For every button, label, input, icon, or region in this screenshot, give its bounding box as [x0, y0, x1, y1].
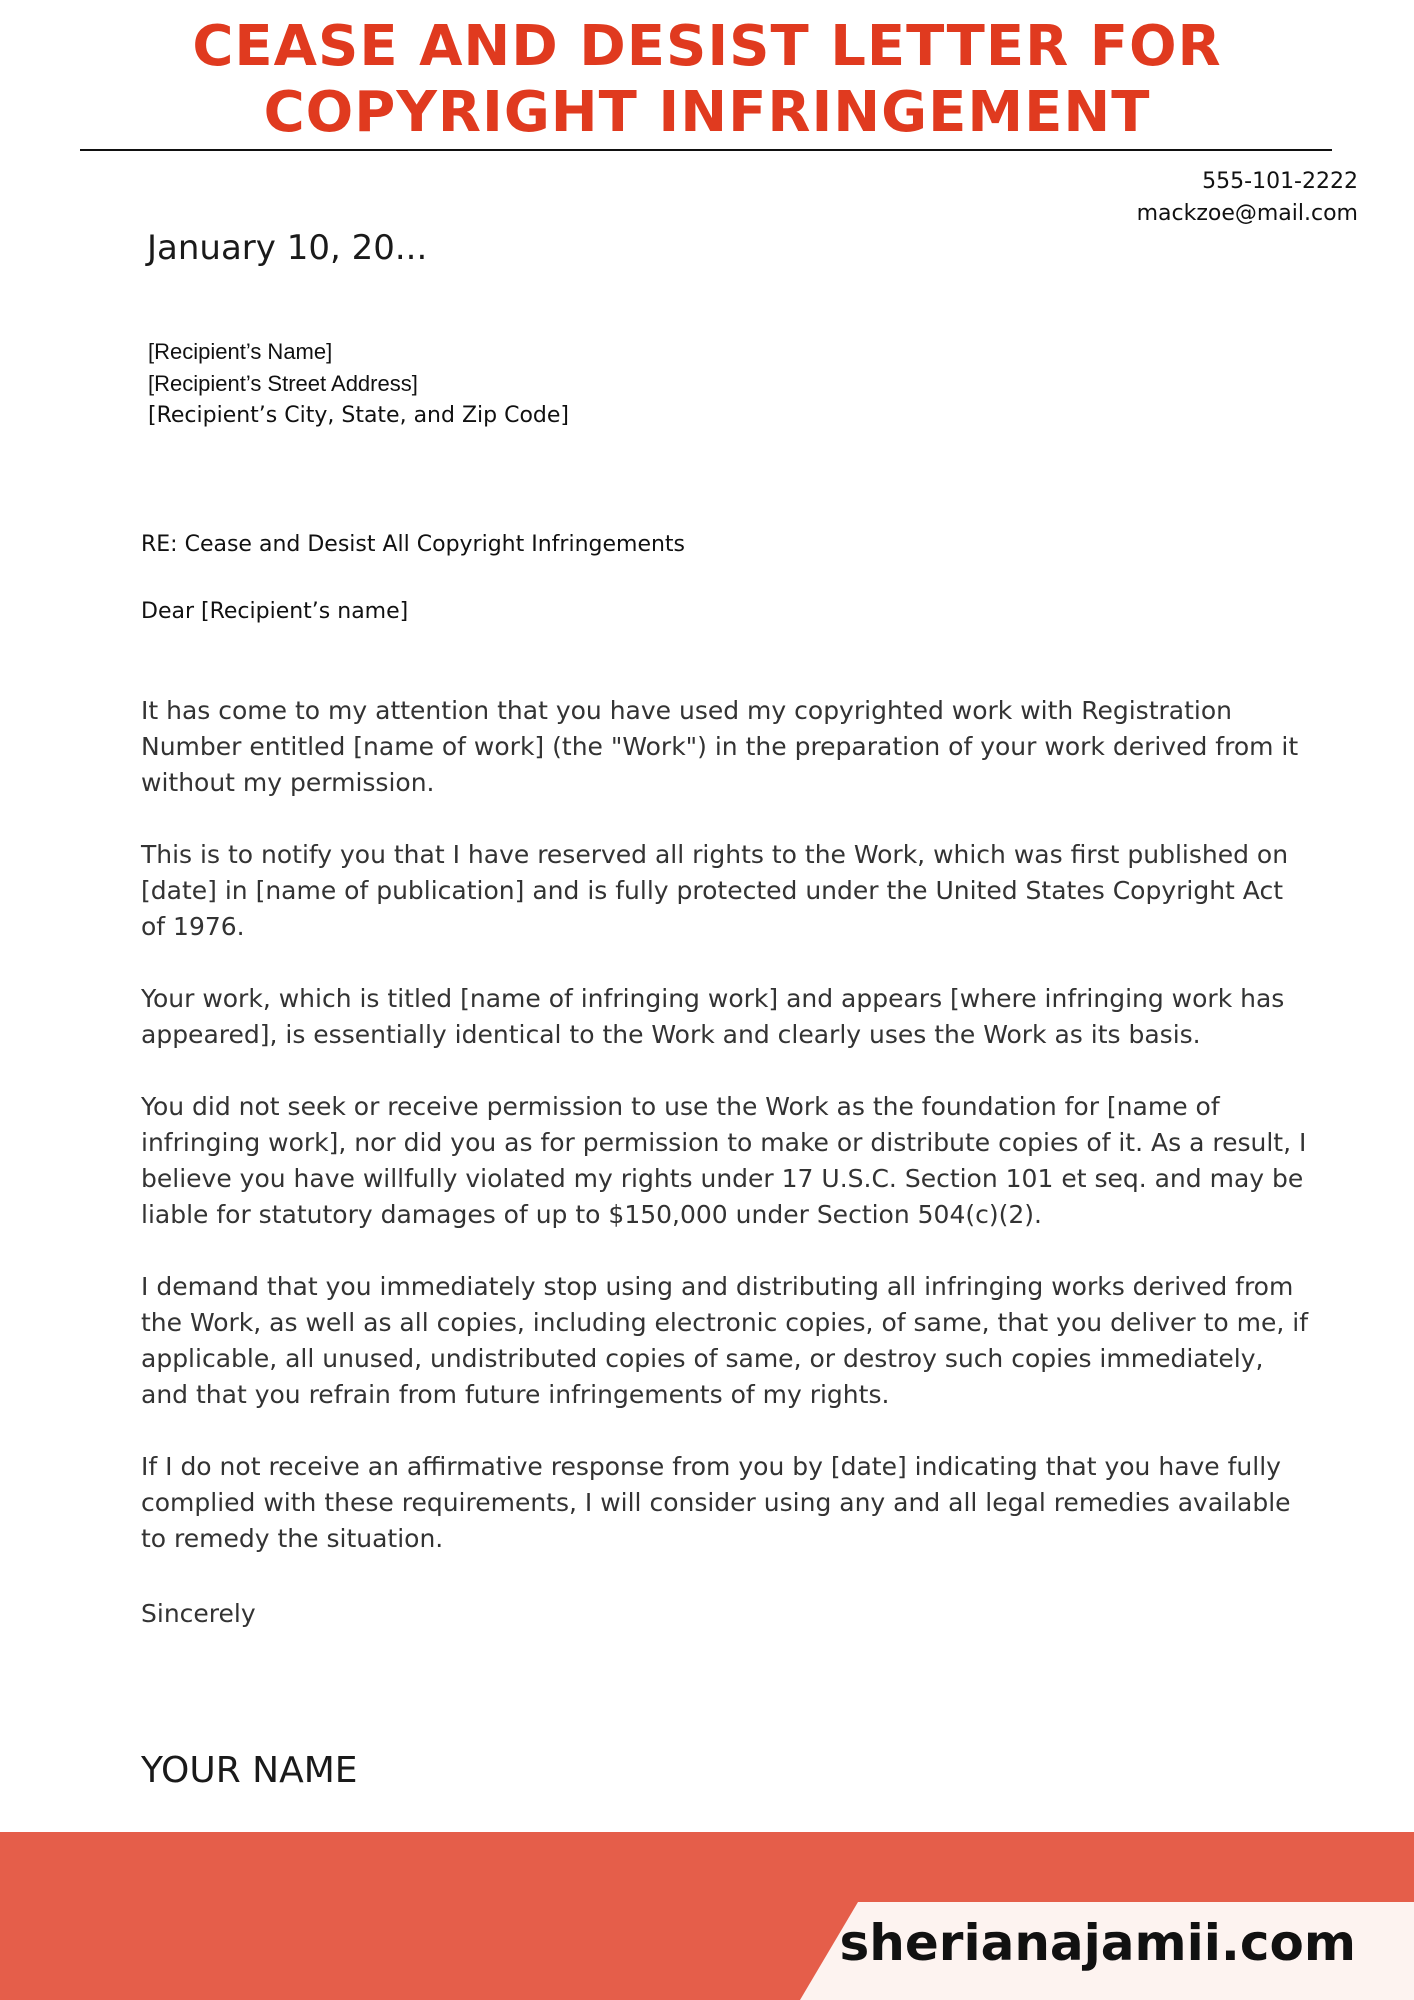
footer-website: sherianajamii.com [839, 1914, 1356, 1972]
subject-line: RE: Cease and Desist All Copyright Infringements [141, 532, 686, 557]
body-paragraph [141, 1089, 1371, 1233]
paragraph-line: applicable, all unused, undistributed copies of same, or destroy such copies immediately, [141, 1344, 1264, 1373]
paragraph-line: without my permission. [141, 768, 435, 797]
paragraph-line: You did not seek or receive permission to use the Work as the foundation for [name of [141, 1092, 1220, 1121]
title-line-2: COPYRIGHT INFRINGEMENT [263, 80, 1151, 145]
signature-name: YOUR NAME [141, 1750, 358, 1791]
body-paragraph [141, 837, 1371, 945]
body-paragraph [141, 1269, 1371, 1413]
paragraph-line: to remedy the situation. [141, 1524, 444, 1553]
paragraph-line: [date] in [name of publication] and is fully protected under the United States Copyright Act [141, 876, 1284, 905]
recipient-name: [Recipient’s Name] [148, 339, 333, 364]
body-paragraph [141, 981, 1371, 1053]
recipient-city: [Recipient’s City, State, and Zip Code] [148, 403, 570, 428]
paragraph-line: infringing work], nor did you as for permission to make or distribute copies of it. As a result, I [141, 1128, 1307, 1157]
recipient-block [148, 336, 569, 432]
page-title [0, 14, 1414, 146]
paragraph-line: Number entitled [name of work] (the "Work") in the preparation of your work derived from it [141, 732, 1299, 761]
paragraph-line: believe you have willfully violated my rights under 17 U.S.C. Section 101 et seq. and may be [141, 1164, 1304, 1193]
letter-body [141, 693, 1371, 1593]
closing: Sincerely [141, 1599, 256, 1628]
paragraph-line: complied with these requirements, I will consider using any and all legal remedies available [141, 1488, 1291, 1517]
paragraph-line: It has come to my attention that you have used my copyrighted work with Registration [141, 696, 1232, 725]
salutation: Dear [Recipient’s name] [141, 599, 409, 624]
paragraph-line: appeared], is essentially identical to the Work and clearly uses the Work as its basis. [141, 1020, 1201, 1049]
paragraph-line: Your work, which is titled [name of infringing work] and appears [where infringing work has [141, 984, 1285, 1013]
contact-block [1137, 166, 1358, 230]
paragraph-line: If I do not receive an affirmative response from you by [date] indicating that you have fully [141, 1452, 1281, 1481]
letter-date: January 10, 20... [147, 228, 428, 268]
paragraph-line: and that you refrain from future infringements of my rights. [141, 1380, 890, 1409]
body-paragraph [141, 1449, 1371, 1557]
paragraph-line: the Work, as well as all copies, including electronic copies, of same, that you deliver to me, if [141, 1308, 1309, 1337]
paragraph-line: This is to notify you that I have reserved all rights to the Work, which was first published on [141, 840, 1289, 869]
contact-phone: 555-101-2222 [1202, 169, 1358, 194]
paragraph-line: of 1976. [141, 912, 245, 941]
paragraph-line: I demand that you immediately stop using and distributing all infringing works derived from [141, 1272, 1294, 1301]
recipient-street: [Recipient’s Street Address] [148, 371, 418, 396]
paragraph-line: liable for statutory damages of up to $150,000 under Section 504(c)(2). [141, 1200, 1042, 1229]
body-paragraph [141, 693, 1371, 801]
contact-email: mackzoe@mail.com [1136, 201, 1358, 226]
title-divider [80, 149, 1332, 151]
title-line-1: CEASE AND DESIST LETTER FOR [192, 14, 1222, 79]
